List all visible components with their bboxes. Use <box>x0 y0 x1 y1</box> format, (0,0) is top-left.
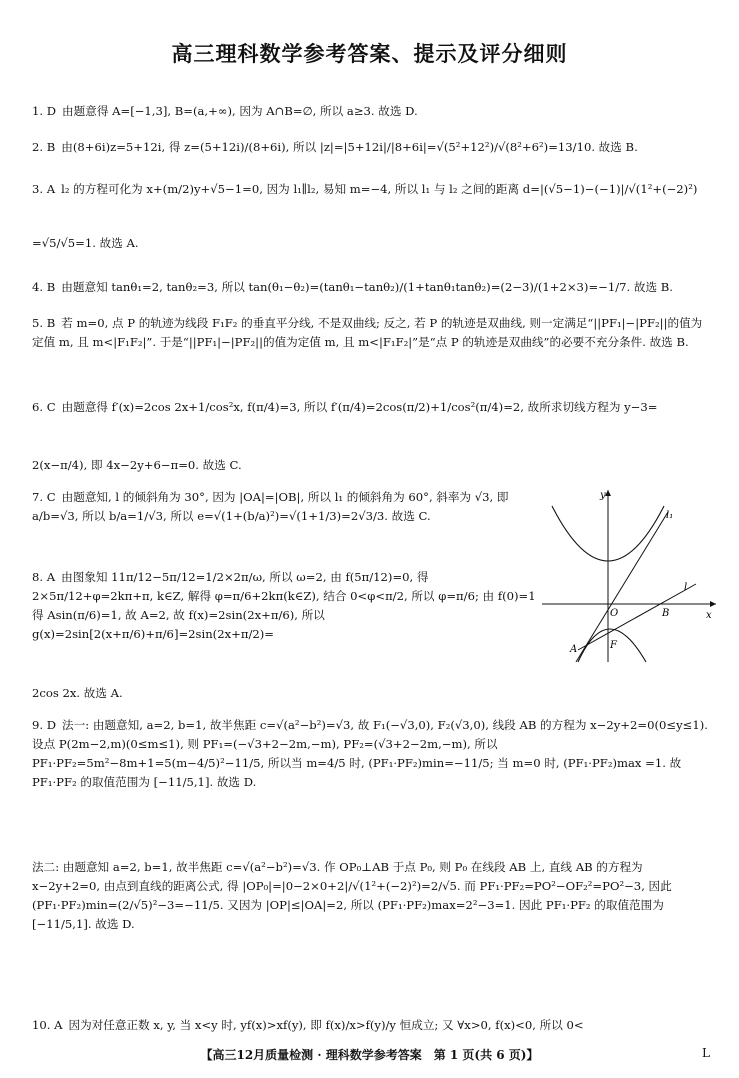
label-l1: l₁ <box>666 510 674 521</box>
line-l1 <box>576 512 668 662</box>
label-x: x <box>706 610 712 621</box>
page-title: 高三理科数学参考答案、提示及评分细则 <box>171 42 568 66</box>
item-text: 由题意得 f′(x)=2cos 2x+1/cos²x, f(π/4)=3, 所以 f′(π/4)=2cos(π/2)+1/cos²(π/4)=2, 故所求切线方程为 y−3= <box>61 400 658 414</box>
answer-item-3 <box>32 180 708 199</box>
item-number: 7. C <box>32 490 56 504</box>
item-number: 2. B <box>32 140 56 154</box>
answer-item-7 <box>32 488 537 526</box>
item-text: l₂ 的方程可化为 x+(m/2)y+√5−1=0, 因为 l₁∥l₂, 易知 m=−4, 所以 l₁ 与 l₂ 之间的距离 d=|(√5−1)−(−1)|/√(1²+(−2)²) <box>61 182 698 196</box>
line-l <box>578 584 696 650</box>
answer-item-8 <box>32 568 537 644</box>
item-number: 5. B <box>32 316 56 330</box>
answer-item-9 <box>32 716 708 792</box>
item-text: 法二: 由题意知 a=2, b=1, 故半焦距 c=√(a²−b²)=√3. 作 OP₀⊥AB 于点 P₀, 则 P₀ 在线段 AB 上, 直线 AB 的方程为 x−2y+2=0, 由点到直线的距离公式, 得 |OP₀|=|0−2×0+2|/√(1²+(−2)²)=2/√5. 而 PF₁·PF₂=PO²−OF₂²=PO²−3, 因此 (PF₁·PF₂)min=(2/√5)²−3=−11/5. 又因为 |OP|≤|OA|=2, 所以 (PF₁·PF₂)max=2²−3=1. 因此 PF₁·PF₂ 的取值范围为 [−11/5,1]. 故选 D. <box>32 860 672 931</box>
answer-item-6 <box>32 398 708 417</box>
item-number: 1. D <box>32 104 57 118</box>
answer-item-5 <box>32 314 708 352</box>
answer-item-10 <box>32 1016 708 1035</box>
footer-letter: L <box>702 1046 710 1060</box>
page-footer: 【高三12月质量检测 · 理科数学参考答案 第 1 页(共 6 页)】 <box>200 1048 539 1062</box>
item-text: 由图象知 11π/12−5π/12=1/2×2π/ω, 所以 ω=2, 由 f(5π/12)=0, 得 2×5π/12+φ=2kπ+π, k∈Z, 解得 φ=π/6+2kπ(k∈Z), 结合 0<φ<π/2, 所以 φ=π/6; 由 f(0)=1 得 Asin(π/6)=1, 故 A=2, 故 f(x)=2sin(2x+π/6), 所以 g(x)=2sin[2(x+π/6)+π/6]=2sin(2x+π/2)= <box>32 570 536 641</box>
x-axis-arrow <box>710 601 716 607</box>
answer-item-4 <box>32 278 708 297</box>
answer-item-1 <box>32 102 708 121</box>
answer-item-6-cont <box>32 456 708 475</box>
answer-item-8-cont <box>32 684 708 703</box>
label-y: y <box>600 490 606 501</box>
answer-item-2 <box>32 138 708 157</box>
item-text: 由题意得 A=[−1,3], B=(a,+∞), 因为 A∩B=∅, 所以 a≥3. 故选 D. <box>62 104 418 118</box>
item-text: =√5/√5=1. 故选 A. <box>32 236 139 250</box>
item-text: 由(8+6i)z=5+12i, 得 z=(5+12i)/(8+6i), 所以 |z|=|5+12i|/|8+6i|=√(5²+12²)/√(8²+6²)=13/10. 故选 B. <box>61 140 638 154</box>
item-number: 9. D <box>32 718 57 732</box>
item-number: 3. A <box>32 182 56 196</box>
label-B: B <box>662 608 670 619</box>
answer-item-3-cont <box>32 234 708 253</box>
hyperbola-figure <box>538 486 720 664</box>
item-text: 若 m=0, 点 P 的轨迹为线段 F₁F₂ 的垂直平分线, 不是双曲线; 反之, 若 P 的轨迹是双曲线, 则一定满足“||PF₁|−|PF₂||的值为定值 m, 且 m<|F₁F₂|”. 于是“||PF₁|−|PF₂||的值为定值 m, 且 m<|F₁F₂|”是“点 P 的轨迹是双曲线”的必要不充分条件. 故选 B. <box>32 316 703 349</box>
item-text: 因为对任意正数 x, y, 当 x<y 时, yf(x)>xf(y), 即 f(x)/x>f(y)/y 恒成立; 又 ∀x>0, f(x)<0, 所以 0< <box>68 1018 584 1032</box>
item-text: 由题意知, l 的倾斜角为 30°, 因为 |OA|=|OB|, 所以 l₁ 的倾斜角为 60°, 斜率为 √3, 即 a/b=√3, 所以 b/a=1/√3, 所以 e=√(1+(b/a)²)=√(1+1/3)=2√3/3. 故选 C. <box>32 490 509 523</box>
label-l: l <box>684 582 688 593</box>
item-text: 法一: 由题意知, a=2, b=1, 故半焦距 c=√(a²−b²)=√3, 故 F₁(−√3,0), F₂(√3,0), 线段 AB 的方程为 x−2y+2=0(0≤y≤1). 设点 P(2m−2,m)(0≤m≤1), 则 PF₁=(−√3+2−2m,−m), PF₂=(√3+2−2m,−m), 所以 PF₁·PF₂=5m²−8m+1=5(m−4/5)²−11/5, 所以当 m=4/5 时, (PF₁·PF₂)min=−11/5; 当 m=0 时, (PF₁·PF₂)max =1. 故 PF₁·PF₂ 的取值范围为 [−11/5,1]. 故选 D. <box>32 718 708 789</box>
item-text: 由题意知 tanθ₁=2, tanθ₂=3, 所以 tan(θ₁−θ₂)=(tanθ₁−tanθ₂)/(1+tanθ₁tanθ₂)=(2−3)/(1+2×3)=−1/7. 故选 B. <box>61 280 673 294</box>
item-number: 6. C <box>32 400 56 414</box>
item-text: 2(x−π/4), 即 4x−2y+6−π=0. 故选 C. <box>32 458 242 472</box>
label-origin: O <box>610 608 619 619</box>
item-number: 8. A <box>32 570 56 584</box>
item-number: 4. B <box>32 280 56 294</box>
label-F: F <box>610 640 617 651</box>
label-A: A <box>570 644 578 655</box>
y-axis-arrow <box>605 490 611 496</box>
answer-item-9-method2 <box>32 858 708 934</box>
item-text: 2cos 2x. 故选 A. <box>32 686 123 700</box>
item-number: 10. A <box>32 1018 63 1032</box>
